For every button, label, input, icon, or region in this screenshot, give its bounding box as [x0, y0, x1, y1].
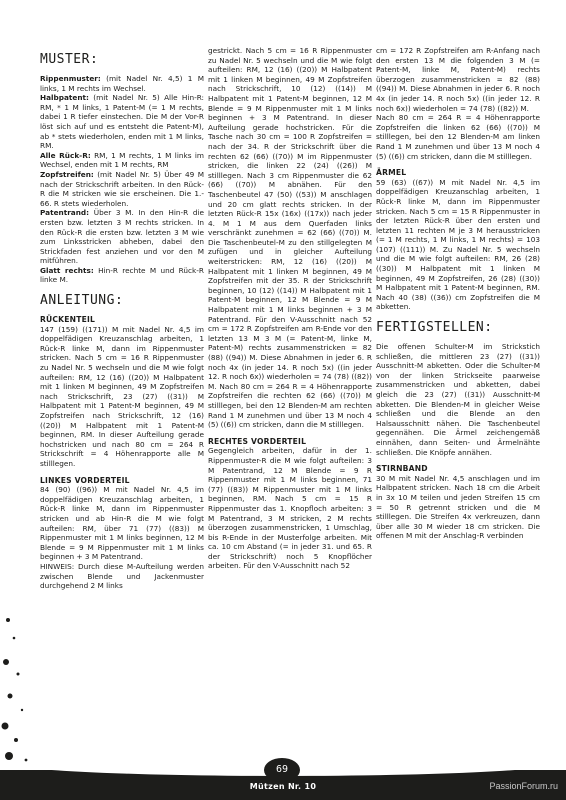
- heading-muster: MUSTER:: [40, 52, 99, 67]
- column-1: [40, 52, 204, 591]
- magazine-title: Mützen Nr. 10: [249, 782, 317, 791]
- section-title-stirnband: STIRNBAND: [376, 464, 428, 474]
- section-title-aermel: ÄRMEL: [376, 168, 407, 178]
- column-2: [208, 46, 372, 571]
- section-text-fertigstellen: Die offenen Schulter-M im Strickstich schließen, die mittleren 23 (27) ((31)) Ausschnitt-M abketten. Oder die Schulter-M von der linken Strickseite paarweise zusammenstricken und abketten, dabei gleich die 23 (27) ((31)) Ausschnitt-M abketten. Die Blenden-M in gleicher Weise schließen und die Blende an den Halsausschnitt nähen. Die Taschenbeutel gegennähen. Die Ärmel zeichengemäß einnähen, dann Seiten- und Ärmelnähte schließen. Die Knöpfe annähen.: [376, 342, 540, 457]
- hinweis-text: HINWEIS: Durch diese M-Aufteilung werden zwischen Blende und Jackenmuster durchgehend 2 M links: [40, 561, 204, 591]
- rechtes-vorderteil-shoulder: Nach 80 cm = 264 R = 4 Höhenrapporte Zopfstreifen die linken 62 (66) ((70)) M stilllegen, bei den 12 Blenden-M am linken Rand 1 M zunehmen und über 13 M noch 4 (5) ((6)) cm stricken, dann die M stilllegen.: [376, 113, 540, 161]
- ink-splash-decoration: [0, 600, 36, 770]
- heading-anleitung: ANLEITUNG:: [40, 293, 124, 309]
- section-title-rechtes-vorderteil: RECHTES VORDERTEIL: [208, 436, 307, 446]
- page-number: 69: [264, 758, 300, 782]
- muster-patentrand: Patentrand: Über 3 M. In den Hin-R die ersten bzw. letzten 3 M rechts stricken. In den Rück-R die ersten bzw. letzten 3 M wie zum Linksstricken abheben, dabei den Strickfaden fest anziehen und vor den M mitführen.: [40, 208, 204, 266]
- rechtes-vorderteil-continued: cm = 172 R Zopfstreifen am R-Anfang nach den ersten 13 M die folgenden 3 M (= Patent-M, linke M, Patent-M) rechts überzogen zusammenstricken = 82 (88) ((94)) M. Diese Abnahmen in jeder 6. R noch 4x (in jeder 14. R noch 5x) ((in jeder 12. R noch 6x)) wiederholen = 74 (78) ((82)) M.: [376, 46, 540, 113]
- muster-halbpatent: Halbpatent: (mit Nadel Nr. 5) Alle Hin-R: RM, * 1 M links, 1 Patent-M (= 1 M rechts, dabei 1 R tiefer einstechen. Die M der Vor-R löst sich auf und es entsteht die Patent-M), ab * stets wiederholen, enden mit 1 M links, RM.: [40, 93, 204, 151]
- column-3: [376, 46, 540, 541]
- heading-fertigstellen: FERTIGSTELLEN:: [376, 320, 493, 336]
- section-text-stirnband: 30 M mit Nadel Nr. 4,5 anschlagen und im Halbpatent stricken. Nach 18 cm die Arbeit in 3x 10 M teilen und jeden Streifen 15 cm = 50 R getrennt stricken und die M stilllegen. Die Streifen 4x verkreuzen, dann über alle 30 M wieder 18 cm stricken. Die offenen M mit der Anschlag-R verbinden: [376, 473, 540, 541]
- muster-zopfstreifen: Zopfstreifen: (mit Nadel Nr. 5) Über 49 M nach der Strickschrift arbeiten. In den Rück-R die M stricken wie sie erscheinen. Die 1.- 66. R stets wiederholen.: [40, 169, 204, 208]
- linkes-vorderteil-continued: gestrickt. Nach 5 cm = 16 R Rippenmuster zu Nadel Nr. 5 wechseln und die M wie folgt aufteilen: RM, 12 (16) ((20)) M Halbpatent mit 1 linken M beginnen, 49 M Zopfstreifen nach Strickschrift, 10 (12) ((14)) M Halbpatent mit 1 Patent-M beginnen, 12 M Blende = 9 M Rippenmuster mit 1 M links beginnen + 3 M Patentrand. In dieser Aufteilung gerade hochstricken. Für die Tasche nach 30 cm = 100 R Zopfstreifen = nach der 34. R der Strickschrift über die rechten 62 (66) ((70)) M im Rippenmuster stricken, die linken 22 (24) ((26)) M stilllegen. Nach 3 cm Rippenmuster die 62 (66) ((70)) M abnähen. Für den Taschenbeutel 47 (50) ((53)) M anschlagen und 20 cm glatt rechts stricken. In der letzten Rück-R 15x (16x) ((17x)) nach jeder 4. M 1 M aus dem Querfaden links verschränkt zunehmen = 62 (66) ((70)) M. Die Taschenbeutel-M zu den stillgelegten M zufügen und in gleicher Aufteilung weiterstricken: RM, 12 (16) ((20)) M Halbpatent mit 1 linken M beginnen, 49 M Zopfstreifen mit der 35. R der Strickschrift beginnen, 10 (12) ((14)) M Halbpatent mit 1 Patent-M beginnen, 12 M Blende = 9 M Halbpatent mit 1 M links beginnen + 3 M Patentrand. Für den V-Ausschnitt nach 52 cm = 172 R Zopfstreifen am R-Ende vor den letzten 13 M 3 M (= Patent-M, linke M, Patent-M) rechts zusammenstricken = 82 (88) ((94)) M. Diese Abnahmen in jeder 6. R noch 4x (in jeder 14. R noch 5x) ((in jeder 12. R noch 6x)) wiederholen = 74 (78) ((82)) M. Nach 80 cm = 264 R = 4 Höhenrapporte Zopfstreifen die rechten 62 (66) ((70)) M stilllegen, bei den 12 Blenden-M am rechten Rand 1 M zunehmen und über 13 M noch 4 (5) ((6)) cm stricken, dann die M stilllegen.: [208, 46, 372, 430]
- watermark: PassionForum.ru: [489, 781, 558, 791]
- muster-glatt-rechts: Glatt rechts: Hin-R rechte M und Rück-R linke M.: [40, 265, 204, 285]
- muster-rippenmuster: Rippenmuster: (mit Nadel Nr. 4,5) 1 M links, 1 M rechts im Wechsel.: [40, 74, 204, 93]
- section-text-aermel: 59 (63) ((67)) M mit Nadel Nr. 4,5 im doppelfädigen Kreuzanschlag arbeiten, 1 Rück-R linke M, dann im Rippenmuster stricken. Nach 5 cm = 15 R Rippenmuster in der letzten Rück-R über den ersten und letzten 11 rechten M je 3 M herausstricken (= 1 M rechts, 1 M links, 1 M rechts) = 103 (107) ((111)) M. Zu Nadel Nr. 5 wechseln und die M wie folgt aufteilen: RM, 26 (28) ((30)) M Halbpatent mit 1 linken M beginnen, 49 M Zopfstreifen, 26 (28) ((30)) M Halbpatent mit 1 Patent-M beginnen, RM. Nach 40 (38) ((36)) cm Zopfstreifen die M abketten.: [376, 177, 540, 312]
- section-title-linkes-vorderteil: LINKES VORDERTEIL: [40, 475, 130, 485]
- muster-rueck-r: Alle Rück-R: RM, 1 M rechts, 1 M links im Wechsel, enden mit 1 M rechts, RM: [40, 150, 204, 170]
- section-text-rechtes-vorderteil: Gegengleich arbeiten, dafür in der 1. Rippenmuster-R die M wie folgt aufteilen: 3 M Patentrand, 12 M Blende = 9 R Rippenmuster mit 1 M links beginnen, 71 (77) ((83)) M Rippenmuster mit 1 M links beginnen, RM. Nach 5 cm = 15 R Rippenmuster das 1. Knopfloch arbeiten: 3 M Patentrand, 3 M stricken, 2 M rechts überzogen zusammenstricken, 1 Umschlag, bis R-Ende in der Musterfolge arbeiten. Mit ca. 10 cm Abstand (= in jeder 31. und 65. R der Strickschrift) noch 5 Knopflöcher arbeiten. Für den V-Ausschnitt nach 52: [208, 446, 372, 571]
- section-text-linkes-vorderteil: 84 (90) ((96)) M mit Nadel Nr. 4,5 im doppelfädigen Kreuzanschlag arbeiten, 1 Rück-R linke M, dann im Rippenmuster stricken und ab Hin-R die M wie folgt aufteilen: RM, über 71 (77) ((83)) M Rippenmuster mit 1 M links beginnen, 12 M Blende = 9 M Rippenmuster mit 1 M links beginnen + 3 M Patentrand.: [40, 485, 204, 562]
- section-title-rueckenteil: RÜCKENTEIL: [40, 315, 96, 325]
- section-text-rueckenteil: 147 (159) ((171)) M mit Nadel Nr. 4,5 im doppelfädigen Kreuzanschlag arbeiten, 1 Rück-R linke M, dann im Rippenmuster stricken. Nach 5 cm = 16 R Rippenmuster zu Nadel Nr. 5 wechseln und die M wie folgt aufteilen: RM, 12 (16) ((20)) M Halbpatent mit 1 linken M beginnen, 49 M Zopfstreifen nach Strickschrift, 23 (27) ((31)) M Halbpatent mit 1 Patent-M beginnen, 49 M Zopfstreifen nach Strickschrift, 12 (16) ((20)) M Halbpatent mit 1 Patent-M beginnen, RM. In dieser Aufteilung gerade hochstricken und nach 80 cm = 264 R Strickschrift = 4 Höhenrapporte alle M stilllegen.: [40, 324, 204, 468]
